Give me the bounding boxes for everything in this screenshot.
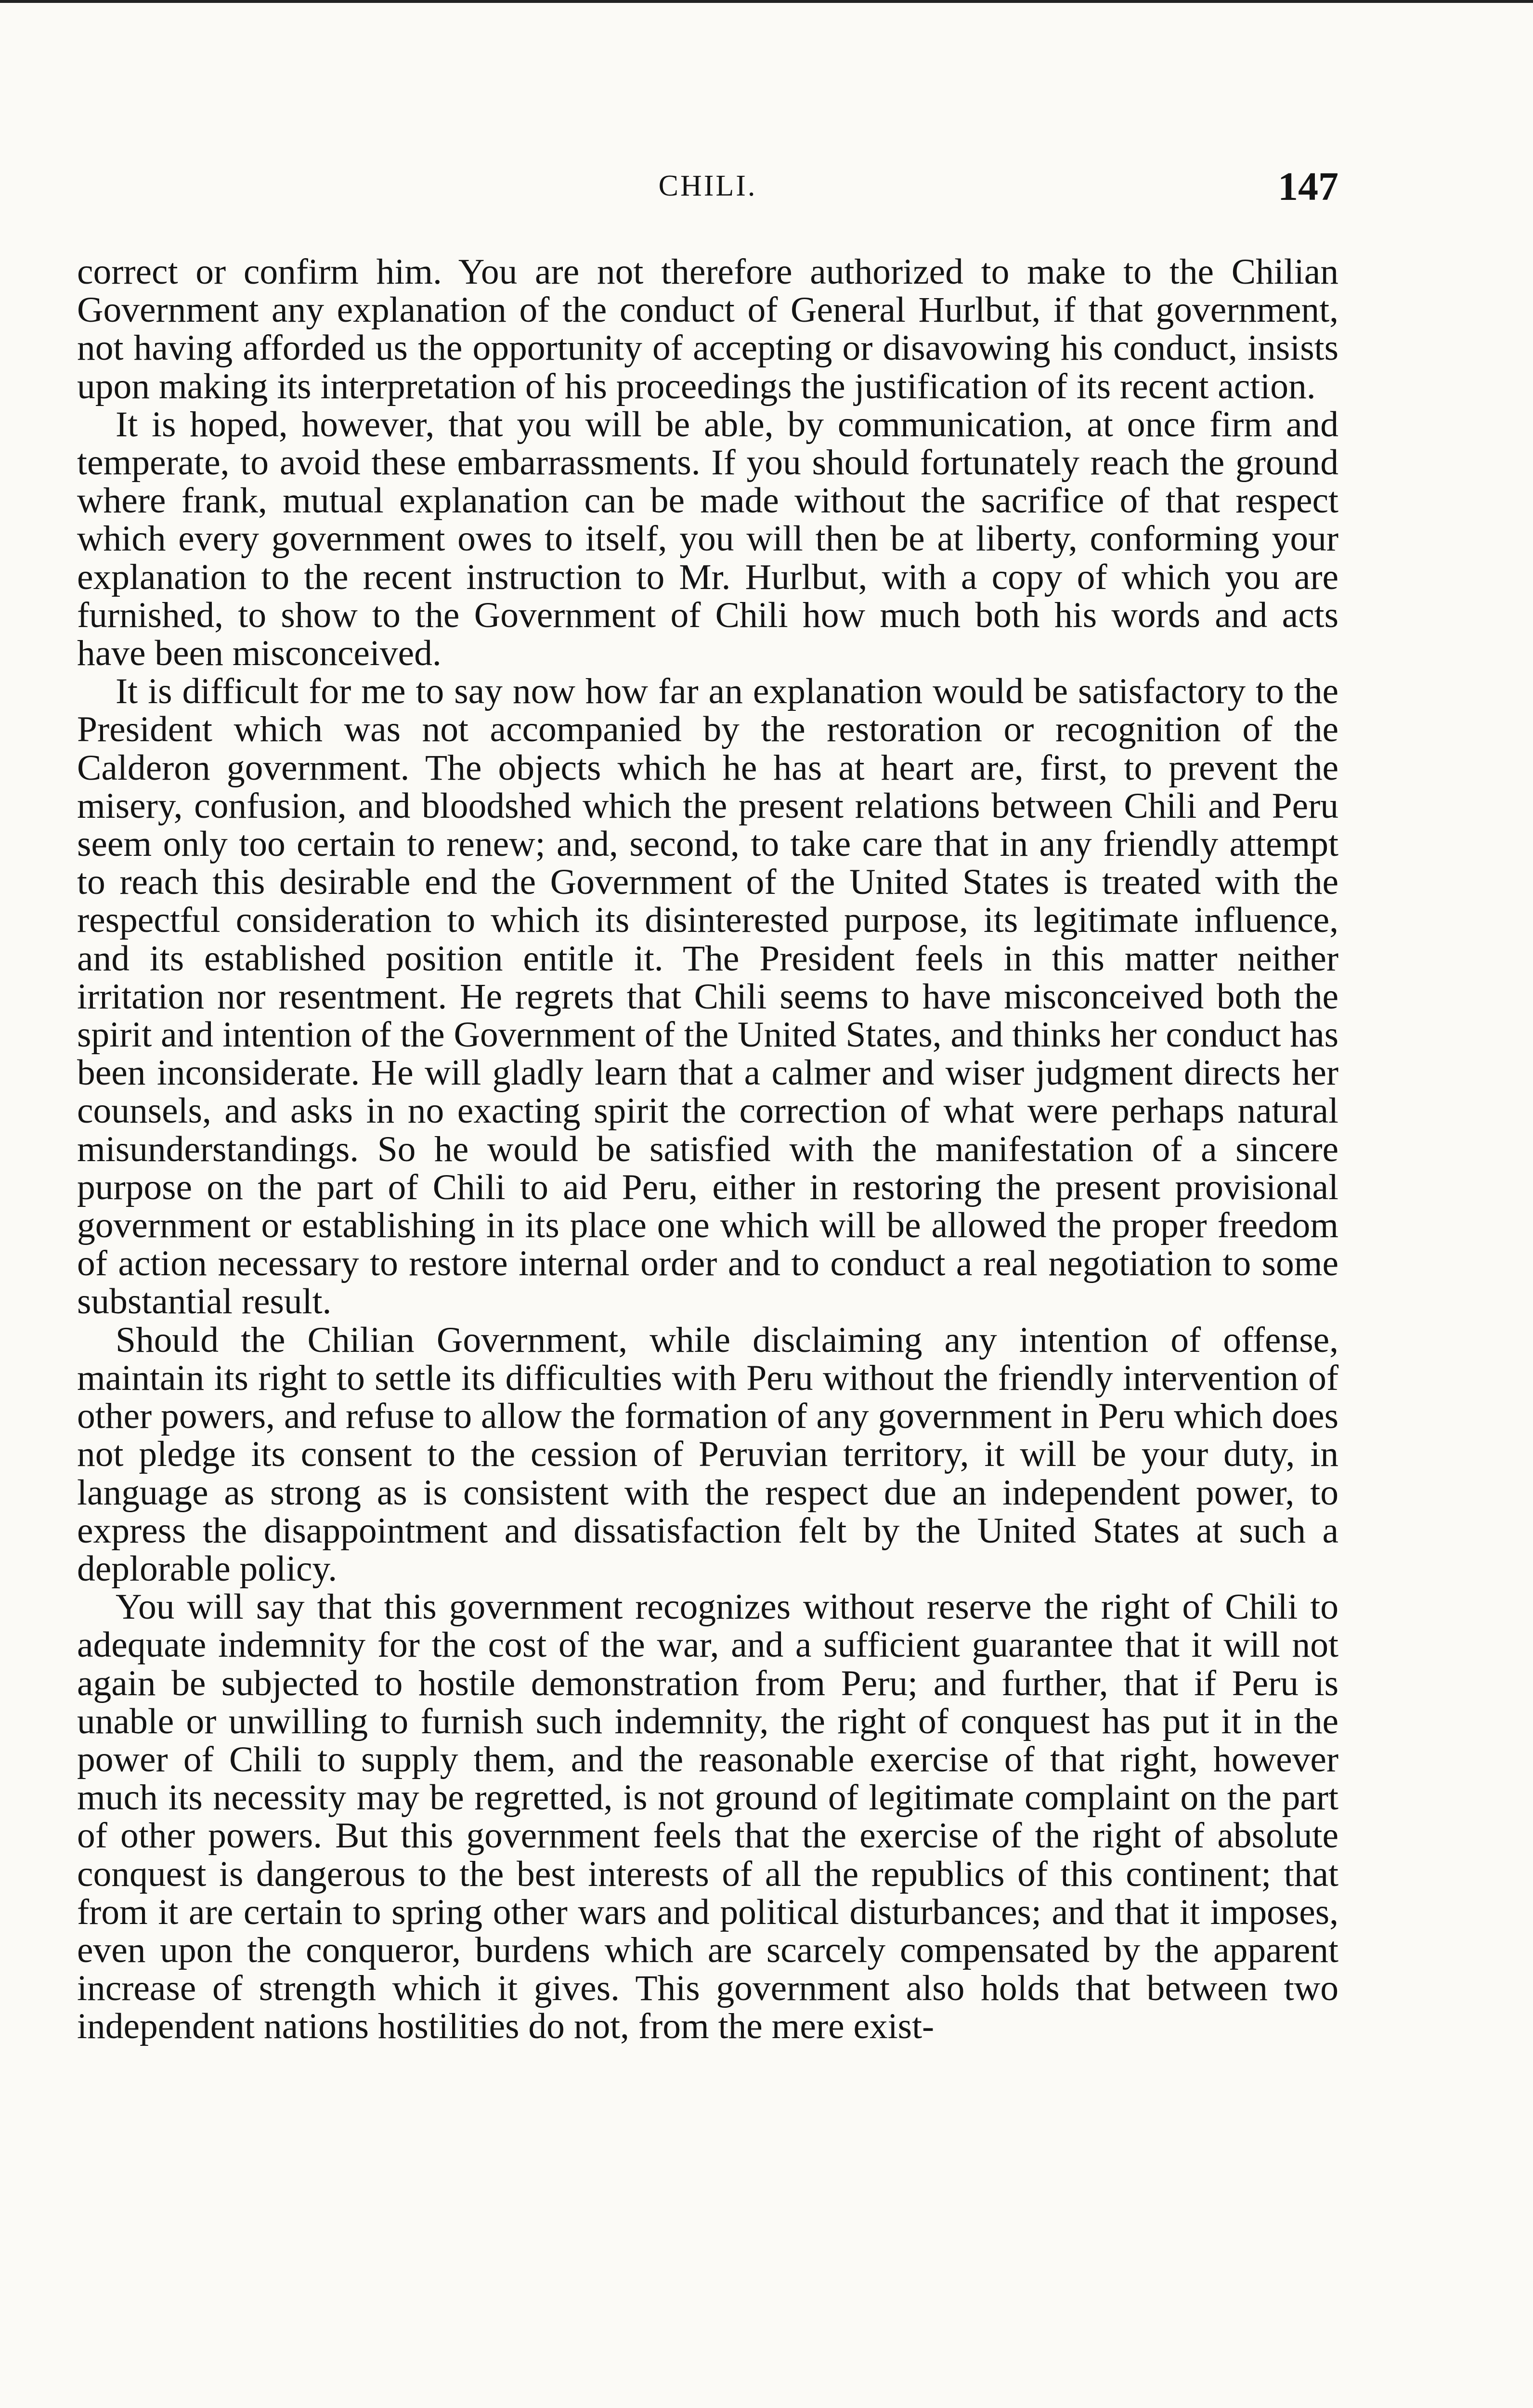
paragraph: You will say that this government recognizes without reserve the right of Chili to adequate indemnity for the cost of the war, and a sufficient guarantee that it will not again be subjected to hostile demonstration from Peru; and further, that if Peru is unable or unwilling to furnish such indemnity, the right of conquest has put it in the power of Chili to supply them, and the reasonable exercise of that right, however much its necessity may be regretted, is not ground of legitimate complaint on the part of other powers. But this government feels that the exercise of the right of absolute conquest is dangerous to the best interests of all the republics of this continent; that from it are certain to spring other wars and political disturbances; and that it imposes, even upon the conqueror, burdens which are scarcely compensated by the apparent increase of strength which it gives. This government also holds that between two independent nations hostilities do not, from the mere exist- <box>77 1587 1338 2047</box>
top-border-rule <box>0 0 1533 3</box>
page-header <box>77 166 1338 219</box>
paragraph: It is hoped, however, that you will be able, by communication, at once firm and temperate, to avoid these embarrassments. If you should fortunately reach the ground where frank, mutual explanation can be made without the sacrifice of that respect which every government owes to itself, you will then be at liberty, conforming your explanation to the recent instruction to Mr. Hurlbut, with a copy of which you are furnished, to show to the Government of Chili how much both his words and acts have been misconceived. <box>77 404 1338 674</box>
paragraph: Should the Chilian Government, while disclaiming any intention of offense, maintain its right to settle its difficulties with Peru without the friendly intervention of other powers, and refuse to allow the formation of any government in Peru which does not pledge its consent to the cession of Peruvian territory, it will be your duty, in language as strong as is consistent with the respect due an independent power, to express the disappointment and dissatisfaction felt by the United States at such a deplorable policy. <box>77 1320 1338 1589</box>
paragraph: It is difficult for me to say now how far an explanation would be satisfactory to the President which was not accompanied by the restoration or recognition of the Calderon government. The objects which he has at heart are, first, to prevent the misery, confusion, and bloodshed which the present relations between Chili and Peru seem only too certain to renew; and, second, to take care that in any friendly attempt to reach this desirable end the Government of the United States is treated with the respectful consideration to which its disinterested purpose, its legitimate influence, and its established position entitle it. The President feels in this matter neither irritation nor resentment. He regrets that Chili seems to have misconceived both the spirit and intention of the Government of the United States, and thinks her conduct has been inconsiderate. He will gladly learn that a calmer and wiser judgment directs her counsels, and asks in no exacting spirit the correction of what were perhaps natural misunderstandings. So he would be satisfied with the manifestation of a sincere purpose on the part of Chili to aid Peru, either in restoring the present provisional government or establishing in its place one which will be allowed the proper freedom of action necessary to restore internal order and to conduct a real negotiation to some substantial result. <box>77 671 1338 1322</box>
body-text <box>77 253 1338 2046</box>
running-head: CHILI. <box>658 170 757 202</box>
page-number: 147 <box>1278 164 1338 209</box>
paragraph: correct or confirm him. You are not therefore authorized to make to the Chilian Government any explanation of the conduct of General Hurlbut, if that government, not having afforded us the opportunity of accepting or disavowing his conduct, insists upon making its interpretation of his proceedings the justification of its recent action. <box>77 252 1338 406</box>
